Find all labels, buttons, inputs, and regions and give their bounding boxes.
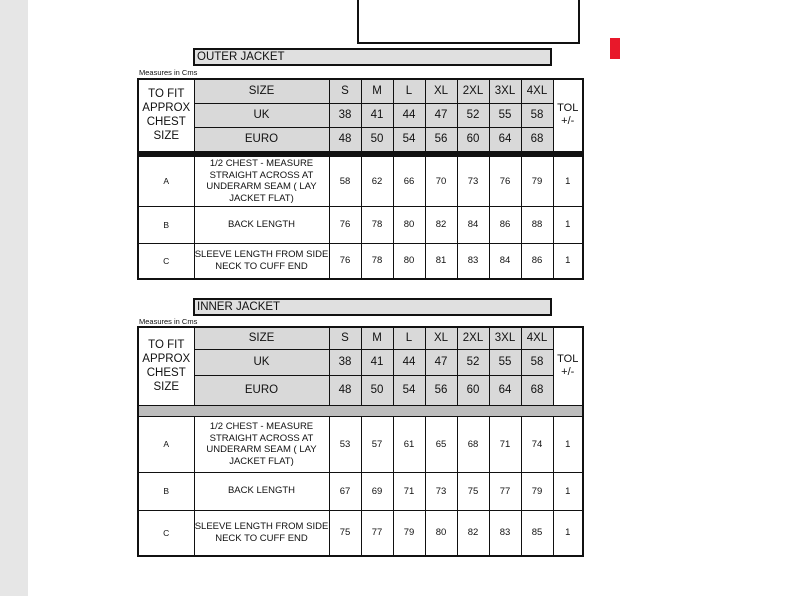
measure-value: 76 <box>329 243 361 279</box>
measure-description: 1/2 CHEST - MEASURE STRAIGHT ACROSS AT UNDERARM SEAM ( LAY JACKET FLAT) <box>194 156 329 206</box>
size-row-label: SIZE <box>194 327 329 349</box>
size-row-label: SIZE <box>194 79 329 103</box>
section-title-inner: INNER JACKET <box>193 298 552 316</box>
measure-value: 78 <box>361 243 393 279</box>
size-cell: 48 <box>329 127 361 151</box>
red-marker <box>610 38 620 59</box>
size-cell: 50 <box>361 375 393 405</box>
measure-value: 83 <box>457 243 489 279</box>
size-cell: 50 <box>361 127 393 151</box>
size-cell: 56 <box>425 375 457 405</box>
size-cell: 54 <box>393 127 425 151</box>
measure-description: BACK LENGTH <box>194 472 329 510</box>
fit-label: TO FIT APPROX CHEST SIZE <box>138 79 194 151</box>
measure-value: 79 <box>521 156 553 206</box>
measure-value: 69 <box>361 472 393 510</box>
measure-code: A <box>138 416 194 472</box>
size-cell: M <box>361 79 393 103</box>
size-cell: 44 <box>393 349 425 375</box>
measure-value: 82 <box>425 206 457 243</box>
measure-value: 83 <box>489 510 521 556</box>
measure-value: 75 <box>329 510 361 556</box>
size-cell: M <box>361 327 393 349</box>
inner-jacket-table <box>137 326 584 557</box>
measure-code: A <box>138 156 194 206</box>
measure-value: 65 <box>425 416 457 472</box>
size-cell: 68 <box>521 127 553 151</box>
size-cell: S <box>329 327 361 349</box>
measure-value: 84 <box>457 206 489 243</box>
size-row-label: UK <box>194 103 329 127</box>
tolerance-label: TOL +/- <box>553 79 583 151</box>
size-cell: 4XL <box>521 327 553 349</box>
size-row-label: EURO <box>194 127 329 151</box>
previous-table-fragment <box>357 0 580 44</box>
size-cell: XL <box>425 327 457 349</box>
size-cell: 58 <box>521 103 553 127</box>
measure-value: 73 <box>425 472 457 510</box>
size-cell: 55 <box>489 103 521 127</box>
size-cell: 2XL <box>457 327 489 349</box>
measure-value: 80 <box>393 243 425 279</box>
measure-value: 71 <box>393 472 425 510</box>
tolerance-value: 1 <box>553 510 583 556</box>
size-cell: 38 <box>329 349 361 375</box>
measure-row <box>138 510 583 556</box>
measure-value: 80 <box>393 206 425 243</box>
measure-description: SLEEVE LENGTH FROM SIDE NECK TO CUFF END <box>194 510 329 556</box>
size-cell: 47 <box>425 103 457 127</box>
measure-description: SLEEVE LENGTH FROM SIDE NECK TO CUFF END <box>194 243 329 279</box>
size-cell: 52 <box>457 349 489 375</box>
measure-value: 82 <box>457 510 489 556</box>
tolerance-value: 1 <box>553 416 583 472</box>
tolerance-value: 1 <box>553 243 583 279</box>
measure-value: 58 <box>329 156 361 206</box>
measure-value: 79 <box>521 472 553 510</box>
size-cell: S <box>329 79 361 103</box>
measure-value: 86 <box>521 243 553 279</box>
size-cell: 4XL <box>521 79 553 103</box>
measure-value: 66 <box>393 156 425 206</box>
measure-row <box>138 156 583 206</box>
measure-value: 86 <box>489 206 521 243</box>
size-cell: 41 <box>361 103 393 127</box>
measure-value: 70 <box>425 156 457 206</box>
measure-value: 78 <box>361 206 393 243</box>
size-cell: L <box>393 327 425 349</box>
size-cell: 41 <box>361 349 393 375</box>
measure-code: C <box>138 510 194 556</box>
tolerance-value: 1 <box>553 156 583 206</box>
size-cell: L <box>393 79 425 103</box>
measure-value: 76 <box>329 206 361 243</box>
size-cell: 58 <box>521 349 553 375</box>
measure-value: 76 <box>489 156 521 206</box>
size-cell: 60 <box>457 375 489 405</box>
measure-row <box>138 206 583 243</box>
measure-value: 85 <box>521 510 553 556</box>
measure-code: B <box>138 472 194 510</box>
size-cell: 3XL <box>489 79 521 103</box>
size-cell: 44 <box>393 103 425 127</box>
measure-code: B <box>138 206 194 243</box>
measure-value: 75 <box>457 472 489 510</box>
measure-value: 80 <box>425 510 457 556</box>
outer-jacket-table <box>137 78 584 280</box>
size-cell: 52 <box>457 103 489 127</box>
measure-value: 73 <box>457 156 489 206</box>
measure-value: 81 <box>425 243 457 279</box>
measure-description: 1/2 CHEST - MEASURE STRAIGHT ACROSS AT UNDERARM SEAM ( LAY JACKET FLAT) <box>194 416 329 472</box>
size-cell: 3XL <box>489 327 521 349</box>
size-cell: 56 <box>425 127 457 151</box>
measure-value: 68 <box>457 416 489 472</box>
measures-note: Measures in Cms <box>139 68 198 77</box>
tolerance-value: 1 <box>553 472 583 510</box>
measure-value: 71 <box>489 416 521 472</box>
size-cell: 48 <box>329 375 361 405</box>
measure-value: 77 <box>361 510 393 556</box>
size-row-label: UK <box>194 349 329 375</box>
size-cell: 54 <box>393 375 425 405</box>
size-cell: 60 <box>457 127 489 151</box>
size-cell: 64 <box>489 375 521 405</box>
measure-value: 57 <box>361 416 393 472</box>
measure-row <box>138 472 583 510</box>
size-cell: 64 <box>489 127 521 151</box>
size-cell: XL <box>425 79 457 103</box>
section-title-outer: OUTER JACKET <box>193 48 552 66</box>
measure-code: C <box>138 243 194 279</box>
size-cell: 38 <box>329 103 361 127</box>
measure-value: 84 <box>489 243 521 279</box>
measures-note: Measures in Cms <box>139 317 198 326</box>
tolerance-label: TOL +/- <box>553 327 583 405</box>
measure-value: 62 <box>361 156 393 206</box>
measure-row <box>138 416 583 472</box>
size-row-label: EURO <box>194 375 329 405</box>
measure-value: 88 <box>521 206 553 243</box>
tolerance-value: 1 <box>553 206 583 243</box>
measure-value: 61 <box>393 416 425 472</box>
fit-label: TO FIT APPROX CHEST SIZE <box>138 327 194 405</box>
measure-row <box>138 243 583 279</box>
size-cell: 2XL <box>457 79 489 103</box>
measure-value: 74 <box>521 416 553 472</box>
size-cell: 55 <box>489 349 521 375</box>
size-cell: 47 <box>425 349 457 375</box>
measure-value: 67 <box>329 472 361 510</box>
measure-description: BACK LENGTH <box>194 206 329 243</box>
size-cell: 68 <box>521 375 553 405</box>
measure-value: 53 <box>329 416 361 472</box>
measure-value: 79 <box>393 510 425 556</box>
measure-value: 77 <box>489 472 521 510</box>
